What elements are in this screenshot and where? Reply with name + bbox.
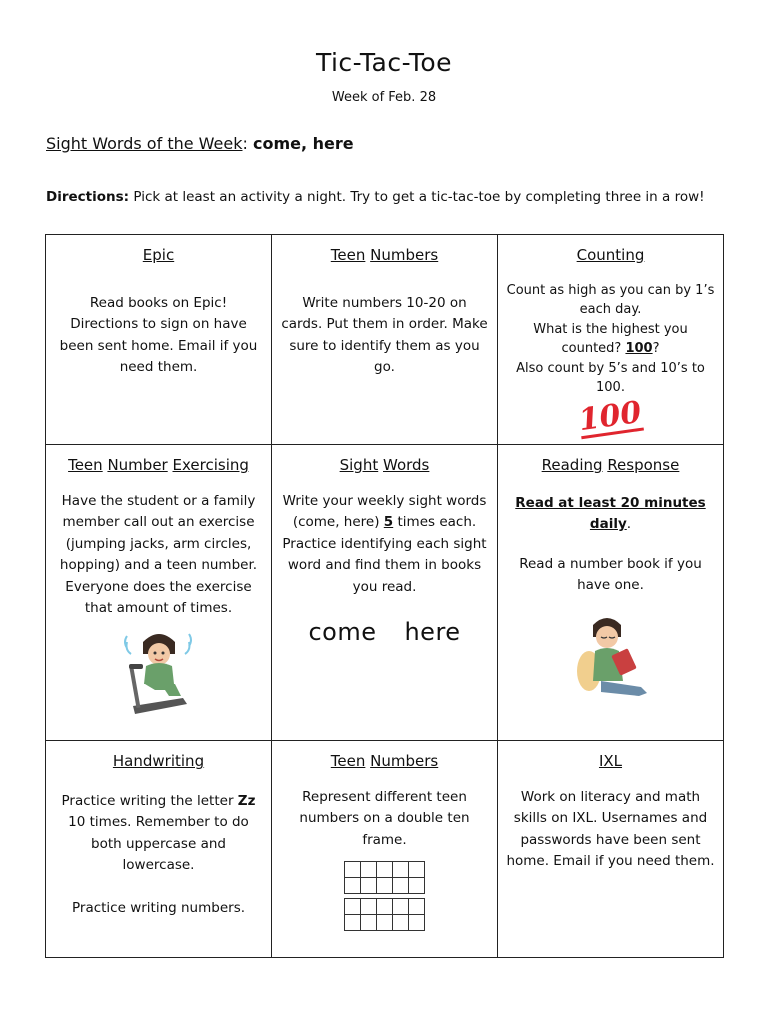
- sight-word-come: come: [308, 618, 377, 646]
- cell-title-sight: Sight: [339, 456, 379, 474]
- cell-reading-response: [498, 445, 724, 741]
- counting-line-2: What is the highest you counted? 100?: [533, 321, 688, 356]
- tic-tac-toe-grid: [45, 234, 724, 958]
- cell-body-exercising: Have the student or a family member call out an exercise (jumping jacks, arm circles, hopping) and a teen number. Everyone does the exercise that amount of times.: [59, 492, 258, 616]
- counting-line-3: Also count by 5’s and 10’s to 100.: [516, 360, 705, 395]
- cell-body-handwriting-2: Practice writing numbers.: [71, 899, 246, 916]
- cell-title-teen: Teen: [68, 456, 103, 474]
- cell-exercising: [46, 445, 272, 741]
- cell-ixl: [498, 741, 724, 958]
- cell-title-numbers: Numbers: [370, 246, 439, 264]
- sight-words-label: Sight Words of the Week: [46, 134, 243, 153]
- cell-title-counting: Counting: [576, 246, 645, 264]
- cell-body-ixl: Work on literacy and math skills on IXL. Usernames and passwords have been sent home. Email if you need them.: [506, 788, 715, 869]
- cell-body-epic: Read books on Epic! Directions to sign on have been sent home. Email if you need them.: [59, 294, 258, 375]
- cell-title-numbers: Numbers: [370, 752, 439, 770]
- treadmill-icon: [46, 628, 271, 726]
- cell-body-sight-words: Write your weekly sight words (come, here) 5 times each. Practice identifying each sight word and find them in books you read.: [282, 492, 487, 595]
- cell-title-number: Number: [107, 456, 168, 474]
- directions-label: Directions:: [46, 189, 130, 205]
- cell-title-words: Words: [383, 456, 430, 474]
- times-number: 5: [383, 514, 394, 530]
- reading-bold-line: Read at least 20 minutes daily.: [515, 494, 706, 532]
- cell-title-epic: Epic: [142, 246, 175, 264]
- sight-words-display: [272, 618, 497, 646]
- counting-line-1: Count as high as you can by 1’s each day.: [506, 282, 715, 317]
- page-title: Tic-Tac-Toe: [315, 48, 453, 77]
- page-subtitle: Week of Feb. 28: [331, 90, 437, 105]
- sight-words-value: come, here: [252, 134, 354, 153]
- cell-body-teen-numbers-2: Represent different teen numbers on a double ten frame.: [299, 788, 470, 848]
- hundred-points-icon: 100: [576, 394, 644, 438]
- cell-title-exercising: Exercising: [172, 456, 249, 474]
- cell-title-handwriting: Handwriting: [112, 752, 205, 770]
- cell-teen-numbers-2: [272, 741, 498, 958]
- cell-teen-numbers-1: [272, 235, 498, 445]
- sight-word-here: here: [404, 618, 461, 646]
- counting-highlight: 100: [625, 341, 653, 356]
- cell-title-teen: Teen: [330, 752, 366, 770]
- cell-body-reading: Read a number book if you have one.: [519, 555, 702, 593]
- sight-words-line: [46, 134, 354, 153]
- directions-text: Pick at least an activity a night. Try to get a tic-tac-toe by completing three in a row!: [133, 189, 705, 205]
- ten-frame-top: [344, 861, 425, 894]
- letter-zz: Zz: [237, 792, 256, 809]
- cell-body-counting: [506, 281, 715, 438]
- cell-title-response: Response: [607, 456, 680, 474]
- cell-epic: [46, 235, 272, 445]
- cell-handwriting: [46, 741, 272, 958]
- sight-words-sep: :: [242, 134, 248, 153]
- cell-sight-words: [272, 445, 498, 741]
- cell-counting: [498, 235, 724, 445]
- cell-body-handwriting: Practice writing the letter Zz 10 times. Remember to do both uppercase and lowercase.: [61, 792, 256, 873]
- reading-person-icon: [498, 611, 723, 707]
- cell-body-teen-numbers-1: Write numbers 10-20 on cards. Put them in order. Make sure to identify them as you go.: [281, 294, 488, 375]
- cell-title-teen: Teen: [330, 246, 366, 264]
- double-ten-frame-icon: [272, 861, 497, 931]
- directions: [46, 185, 706, 209]
- cell-title-reading: Reading: [541, 456, 603, 474]
- cell-title-ixl: IXL: [598, 752, 623, 770]
- ten-frame-bottom: [344, 898, 425, 931]
